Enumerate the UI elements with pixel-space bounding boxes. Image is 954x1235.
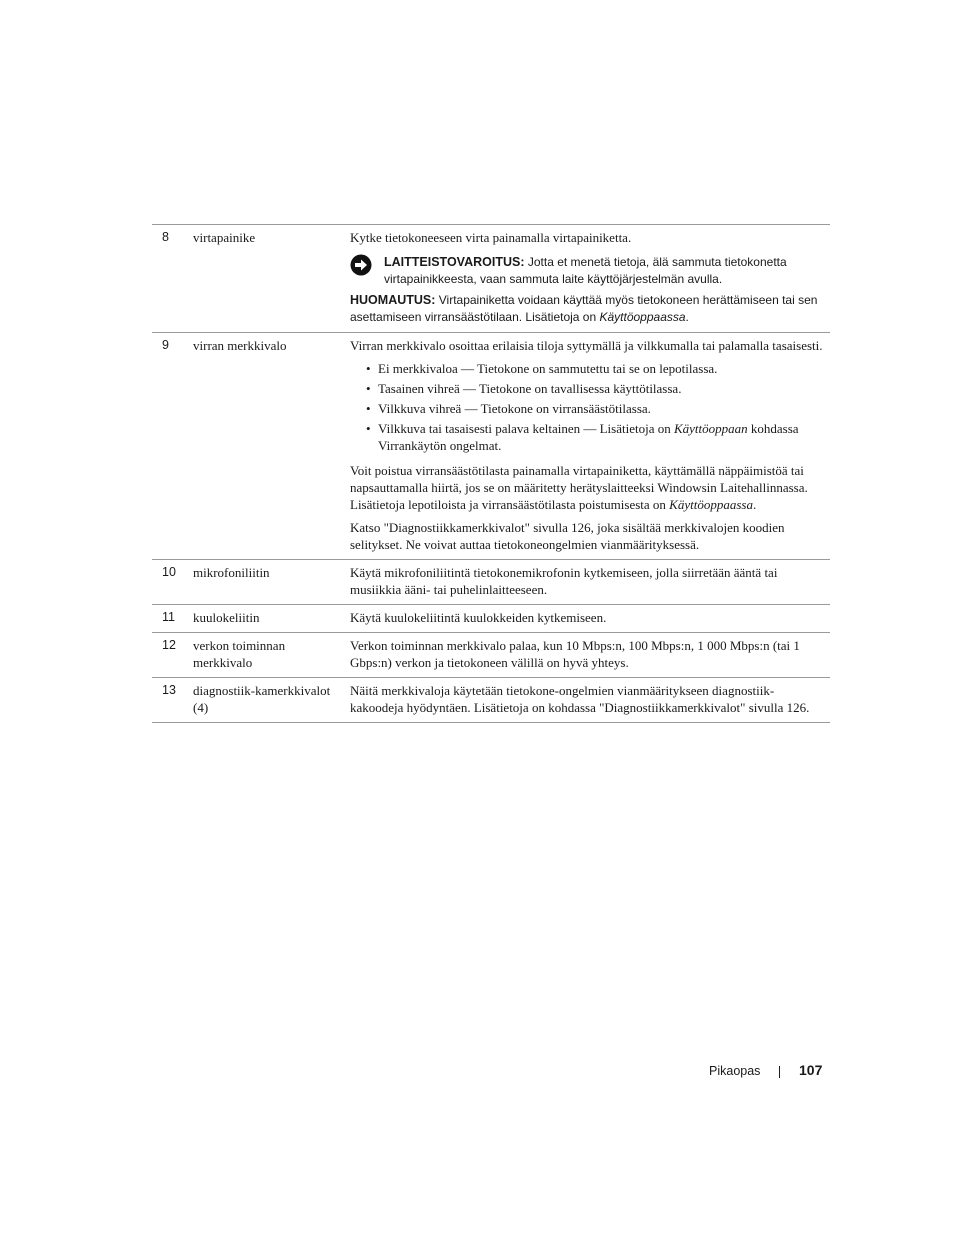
description-text: Käytä mikrofoniliitintä tietokonemikrofonin kytkemiseen, jolla siirretään ääntä tai musiikkia ääni- tai puhelinlaitteeseen. bbox=[350, 565, 778, 597]
bullet-glyph: • bbox=[366, 401, 371, 416]
table-row bbox=[152, 605, 830, 633]
list-item bbox=[350, 420, 825, 454]
row-number: 8 bbox=[162, 230, 169, 244]
description-text: Kytke tietokoneeseen virta painamalla virtapainiketta. bbox=[350, 230, 632, 245]
component-name: virtapainike bbox=[193, 230, 256, 245]
page-number: 107 bbox=[799, 1062, 823, 1078]
component-description bbox=[350, 682, 825, 716]
note bbox=[350, 292, 825, 326]
row-number: 10 bbox=[162, 565, 176, 579]
component-name: virran merkkivalo bbox=[193, 338, 287, 353]
table-row bbox=[152, 633, 830, 678]
caution-label: LAITTEISTOVAROITUS: bbox=[384, 255, 525, 269]
list-item bbox=[350, 400, 825, 417]
row-number: 9 bbox=[162, 338, 169, 352]
row-number: 13 bbox=[162, 683, 176, 697]
status-list bbox=[350, 360, 825, 454]
arrow-circle-icon bbox=[350, 254, 372, 276]
manual-reference: Käyttöoppaassa bbox=[599, 310, 686, 324]
bullet-glyph: • bbox=[366, 421, 371, 436]
component-description bbox=[350, 337, 825, 553]
list-item-text-end: kohdassa Virrankäytön ongelmat. bbox=[378, 421, 799, 453]
manual-reference: Käyttöoppaassa bbox=[669, 497, 753, 512]
hardware-caution bbox=[350, 254, 825, 288]
table-row bbox=[152, 560, 830, 605]
table-row bbox=[152, 333, 830, 560]
list-item-text: Vilkkuva vihreä — Tietokone on virransäästötilassa. bbox=[378, 401, 651, 416]
description-text: Näitä merkkivaloja käytetään tietokone-ongelmien vianmääritykseen diagnostiik-kakoodeja hyödyntäen. Lisätietoja on kohdassa "Diagnostiikkamerkkivalot" sivulla 126. bbox=[350, 683, 810, 715]
table-row bbox=[152, 678, 830, 723]
component-name: verkon toiminnan merkkivalo bbox=[193, 638, 286, 670]
component-description bbox=[350, 564, 825, 598]
description-intro: Virran merkkivalo osoittaa erilaisia tiloja syttymällä ja vilkkumalla tai palamalla tasaisesti. bbox=[350, 338, 823, 353]
note-label: HUOMAUTUS: bbox=[350, 293, 436, 307]
row-number: 11 bbox=[162, 610, 175, 624]
description-text: Verkon toiminnan merkkivalo palaa, kun 10 Mbps:n, 100 Mbps:n, 1 000 Mbps:n (tai 1 Gbps:n) verkon ja tietokoneen välillä on hyvä yhteys. bbox=[350, 638, 800, 670]
description-paragraph bbox=[350, 462, 825, 513]
list-item-text: Ei merkkivaloa — Tietokone on sammutettu tai se on lepotilassa. bbox=[378, 361, 718, 376]
description-paragraph: Katso "Diagnostiikkamerkkivalot" sivulla 126, joka sisältää merkkivalojen koodien selitykset. Ne voivat auttaa tietokoneongelmien vianmäärityksessä. bbox=[350, 520, 785, 552]
paragraph-text: Voit poistua virransäästötilasta painamalla virtapainiketta, käyttämällä näppäimistöä tai napsauttamalla hiirtä, jos se on määritetty herätyslaitteeksi Windowsin Laitehallinnassa. Lisätietoja lepotiloista ja virransäästötilasta poistumisesta on bbox=[350, 463, 808, 512]
component-table bbox=[152, 224, 830, 723]
component-description bbox=[350, 637, 825, 671]
component-name: diagnostiik-kamerkkivalot (4) bbox=[193, 683, 331, 715]
table-row bbox=[152, 225, 830, 333]
list-item-text: Tasainen vihreä — Tietokone on tavallisessa käyttötilassa. bbox=[378, 381, 682, 396]
footer-divider bbox=[779, 1066, 780, 1078]
paragraph-end: . bbox=[752, 497, 757, 512]
manual-reference: Käyttöoppaan bbox=[673, 421, 748, 436]
list-item bbox=[350, 380, 825, 397]
caution-text: Jotta et menetä tietoja, älä sammuta tietokonetta virtapainikkeesta, vaan sammuta laite käyttöjärjestelmän avulla. bbox=[384, 255, 787, 286]
component-name: mikrofoniliitin bbox=[193, 565, 270, 580]
bullet-glyph: • bbox=[366, 361, 371, 376]
row-number: 12 bbox=[162, 638, 176, 652]
component-description bbox=[350, 229, 825, 326]
note-end: . bbox=[685, 310, 689, 324]
component-description bbox=[350, 609, 825, 626]
list-item-text: Vilkkuva tai tasaisesti palava keltainen — Lisätietoja on bbox=[378, 421, 674, 436]
section-title: Pikaopas bbox=[709, 1064, 761, 1078]
list-item bbox=[350, 360, 825, 377]
note-text: Virtapainiketta voidaan käyttää myös tietokoneen herättämiseen tai sen asettamiseen virransäästötilaan. Lisätietoja on bbox=[350, 293, 818, 324]
bullet-glyph: • bbox=[366, 381, 371, 396]
component-name: kuulokeliitin bbox=[193, 610, 260, 625]
description-text: Käytä kuulokeliitintä kuulokkeiden kytkemiseen. bbox=[350, 610, 607, 625]
